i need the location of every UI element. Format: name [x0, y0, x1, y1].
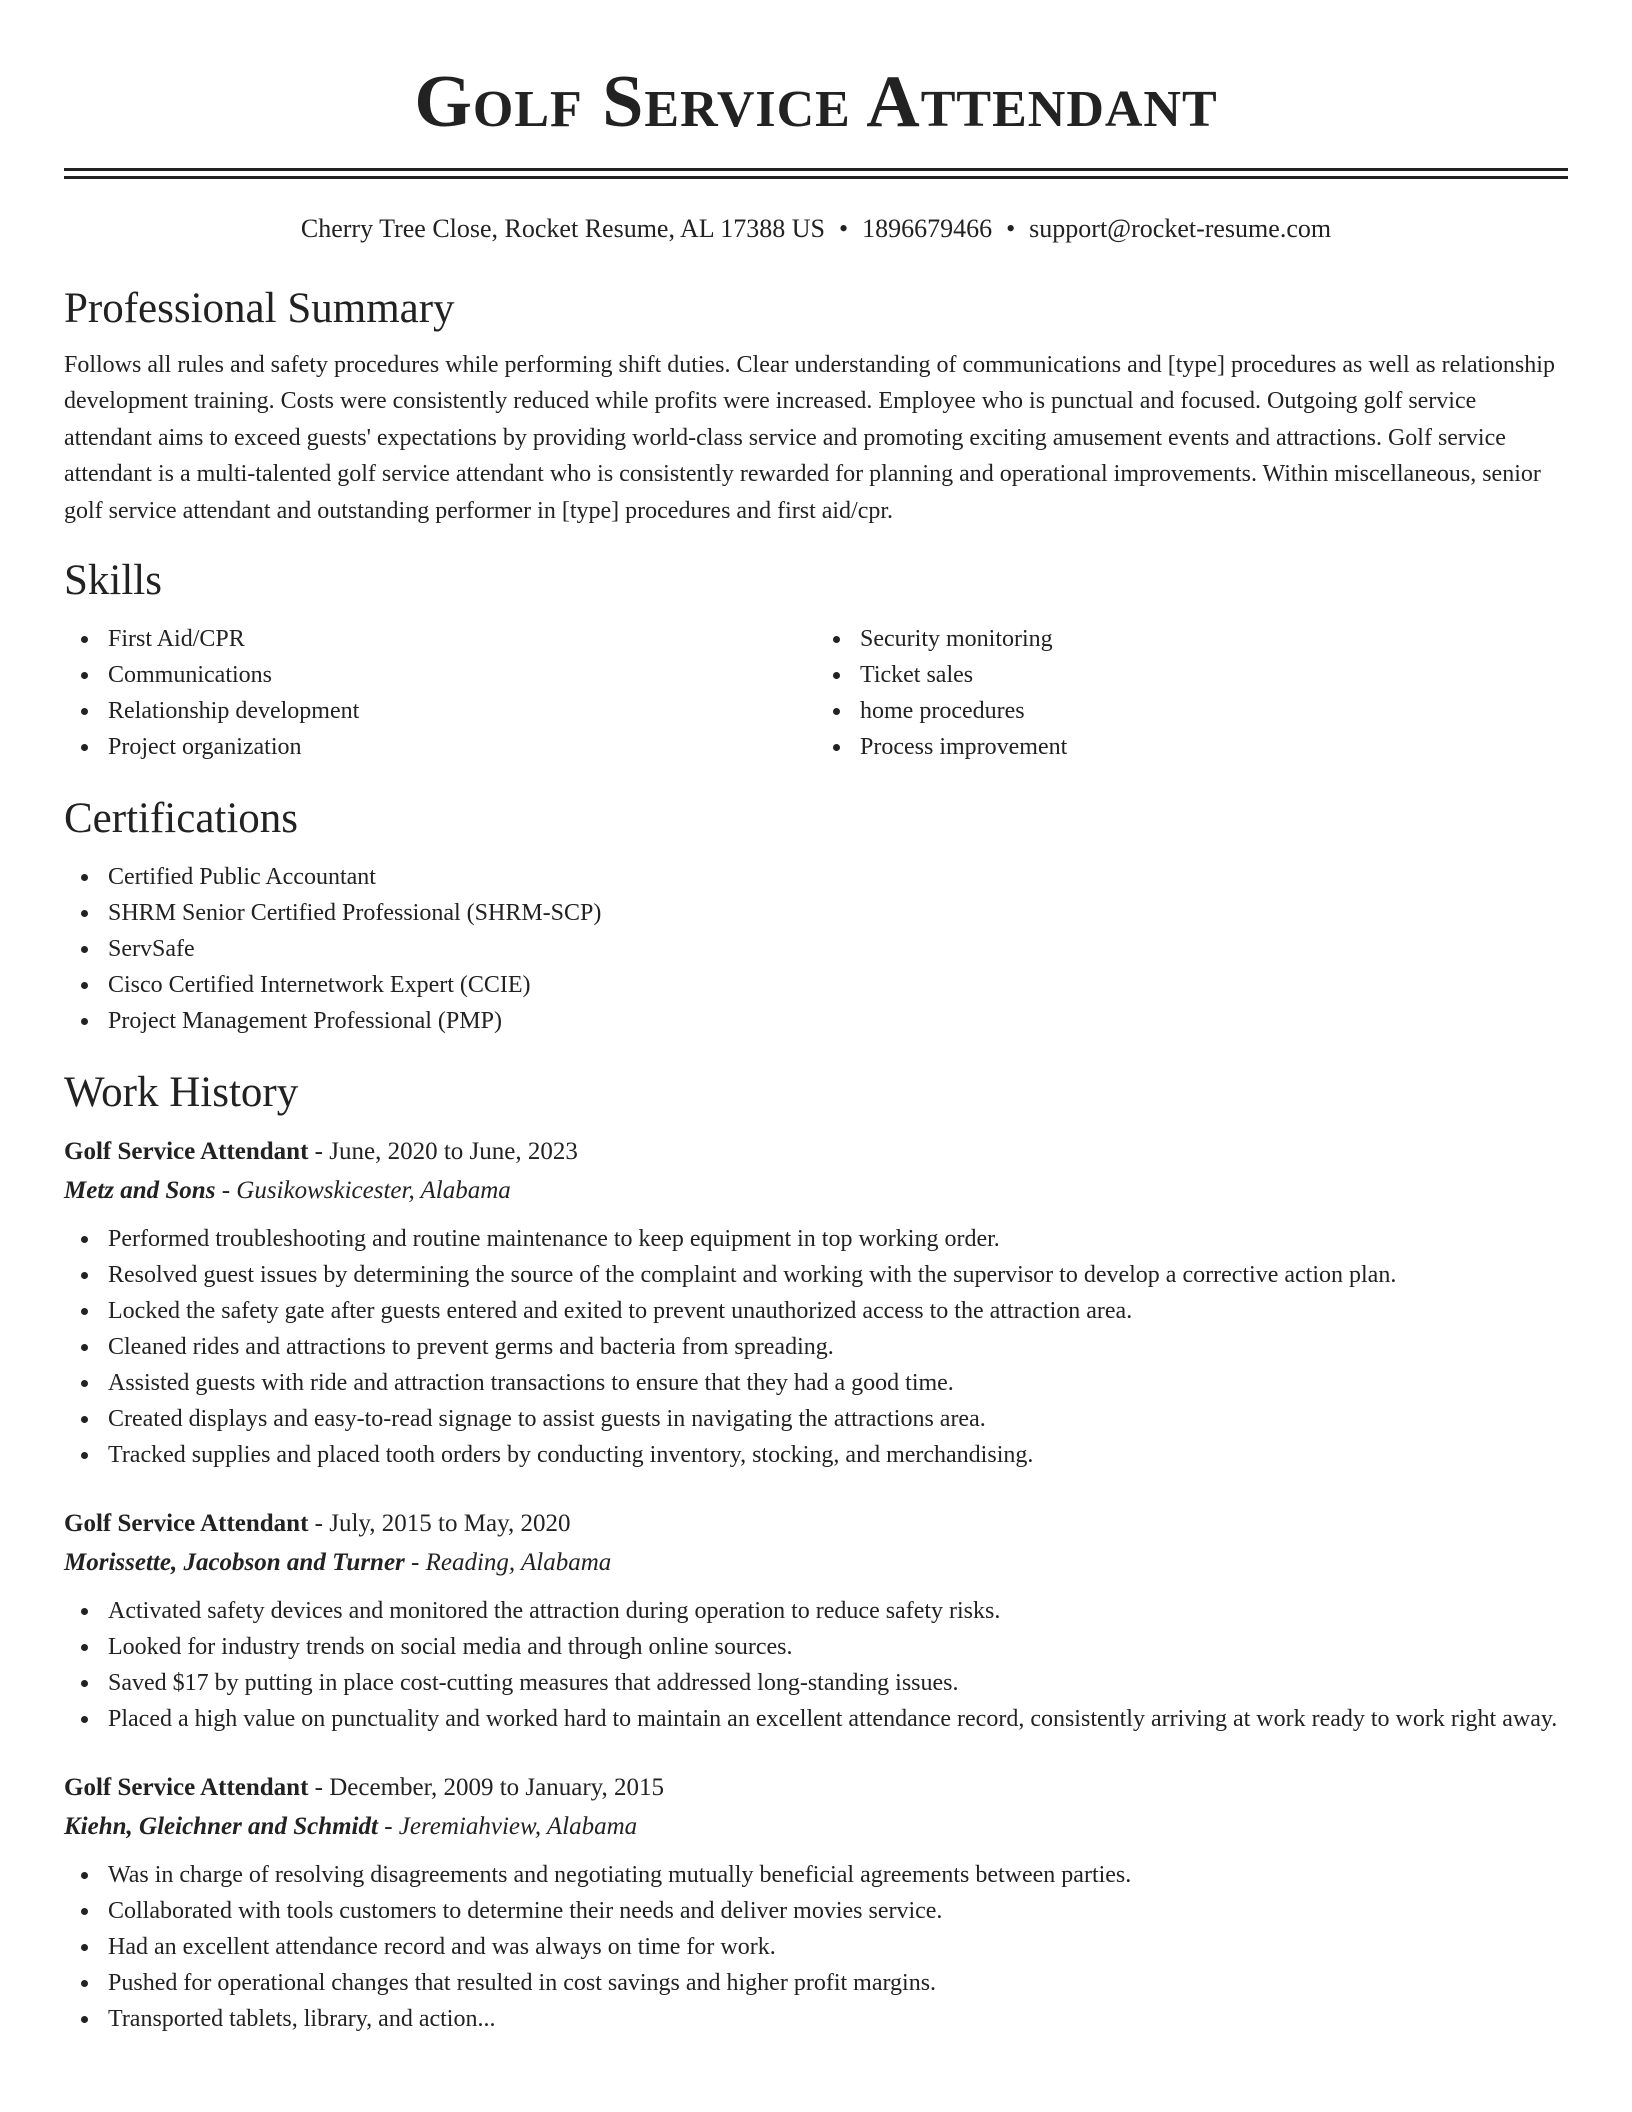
job-title-line [64, 1133, 1568, 1171]
skill-item: Project organization [108, 729, 816, 765]
job-duty: Was in charge of resolving disagreements and negotiating mutually beneficial agreements between parties. [108, 1857, 1568, 1893]
skills-grid [64, 621, 1568, 765]
job-title-line [64, 1505, 1568, 1543]
certification-item: Cisco Certified Internetwork Expert (CCIE) [108, 967, 1568, 1003]
job-duty: Created displays and easy-to-read signage to assist guests in navigating the attractions area. [108, 1401, 1568, 1437]
job-duty: Collaborated with tools customers to determine their needs and deliver movies service. [108, 1893, 1568, 1929]
job-duty: Cleaned rides and attractions to prevent germs and bacteria from spreading. [108, 1329, 1568, 1365]
summary-heading: Professional Summary [64, 285, 455, 332]
job-duty: Had an excellent attendance record and was always on time for work. [108, 1929, 1568, 1965]
contact-separator: • [838, 214, 849, 243]
skill-item: Security monitoring [860, 621, 1568, 657]
job-role: Golf Service Attendant [64, 1138, 309, 1166]
skills-list-left [64, 621, 816, 765]
contact-email: support@rocket-resume.com [1029, 214, 1332, 243]
job-duty: Saved $17 by putting in place cost-cutting measures that addressed long-standing issues. [108, 1665, 1568, 1701]
job-duties-list [64, 1221, 1568, 1473]
contact-address: Cherry Tree Close, Rocket Resume, AL 17388 US [300, 214, 825, 243]
skills-list-right [816, 621, 1568, 765]
job-company-line [64, 1807, 1568, 1847]
skill-item: Communications [108, 657, 816, 693]
work-history-heading: Work History [64, 1069, 299, 1117]
job-title-line [64, 1769, 1568, 1807]
job-duties-list [64, 1857, 1568, 2037]
job-location: - Reading, Alabama [404, 1549, 612, 1577]
resume-title: Golf Service Attendant [414, 61, 1218, 143]
job-dates: - July, 2015 to May, 2020 [308, 1510, 571, 1538]
skill-item: First Aid/CPR [108, 621, 816, 657]
job-role: Golf Service Attendant [64, 1510, 309, 1538]
job-location: - Gusikowskicester, Alabama [215, 1177, 511, 1205]
job-company-line [64, 1543, 1568, 1583]
job-duty: Tracked supplies and placed tooth orders by conducting inventory, stocking, and merchandising. [108, 1437, 1568, 1473]
job-entry [64, 1133, 1568, 1473]
job-duty: Placed a high value on punctuality and worked hard to maintain an excellent attendance record, consistently arriving at work ready to work right away. [108, 1701, 1568, 1737]
skill-item: Ticket sales [860, 657, 1568, 693]
certification-item: Certified Public Accountant [108, 859, 1568, 895]
job-company: Kiehn, Gleichner and Schmidt [64, 1813, 378, 1841]
skill-item: Process improvement [860, 729, 1568, 765]
job-duty: Assisted guests with ride and attraction transactions to ensure that they had a good time. [108, 1365, 1568, 1401]
job-role: Golf Service Attendant [64, 1774, 309, 1802]
job-company: Morissette, Jacobson and Turner [64, 1549, 405, 1577]
job-duties-list [64, 1593, 1568, 1737]
job-entry [64, 1505, 1568, 1737]
skills-heading: Skills [64, 557, 162, 605]
job-dates: - December, 2009 to January, 2015 [308, 1774, 665, 1802]
job-dates: - June, 2020 to June, 2023 [308, 1138, 578, 1166]
summary-text: Follows all rules and safety procedures while performing shift duties. Clear understanding of communications and [type] procedures as well as relationship development training. Costs were consistently reduced while profits were increased. Employee who is punctual and focused. Outgoing golf service attendant aims to exceed guests' expectations by providing world-class service and promoting exciting amusement events and attractions. Golf service attendant is a multi-talented golf service attendant who is consistently rewarded for planning and operational improvements. Within miscellaneous, senior golf service attendant and outstanding performer in [type] procedures and first aid/cpr. [64, 352, 1555, 524]
contact-phone: 1896679466 [862, 214, 993, 243]
skill-item: Relationship development [108, 693, 816, 729]
job-entry [64, 1769, 1568, 2037]
job-duty: Transported tablets, library, and action... [108, 2001, 1568, 2037]
job-duty: Performed troubleshooting and routine maintenance to keep equipment in top working order. [108, 1221, 1568, 1257]
job-company: Metz and Sons [64, 1177, 216, 1205]
certifications-heading: Certifications [64, 795, 299, 843]
certification-item: SHRM Senior Certified Professional (SHRM-SCP) [108, 895, 1568, 931]
title-divider [64, 168, 1568, 179]
contact-line [64, 213, 1568, 245]
job-duty: Locked the safety gate after guests entered and exited to prevent unauthorized access to the attraction area. [108, 1293, 1568, 1329]
skill-item: home procedures [860, 693, 1568, 729]
certification-item: Project Management Professional (PMP) [108, 1003, 1568, 1039]
job-company-line [64, 1171, 1568, 1211]
job-duty: Pushed for operational changes that resulted in cost savings and higher profit margins. [108, 1965, 1568, 2001]
job-duty: Activated safety devices and monitored the attraction during operation to reduce safety risks. [108, 1593, 1568, 1629]
job-location: - Jeremiahview, Alabama [377, 1813, 638, 1841]
contact-separator: • [1006, 214, 1016, 243]
certification-item: ServSafe [108, 931, 1568, 967]
certifications-list [64, 859, 1568, 1039]
job-duty: Looked for industry trends on social media and through online sources. [108, 1629, 1568, 1665]
job-duty: Resolved guest issues by determining the source of the complaint and working with the supervisor to develop a corrective action plan. [108, 1257, 1568, 1293]
